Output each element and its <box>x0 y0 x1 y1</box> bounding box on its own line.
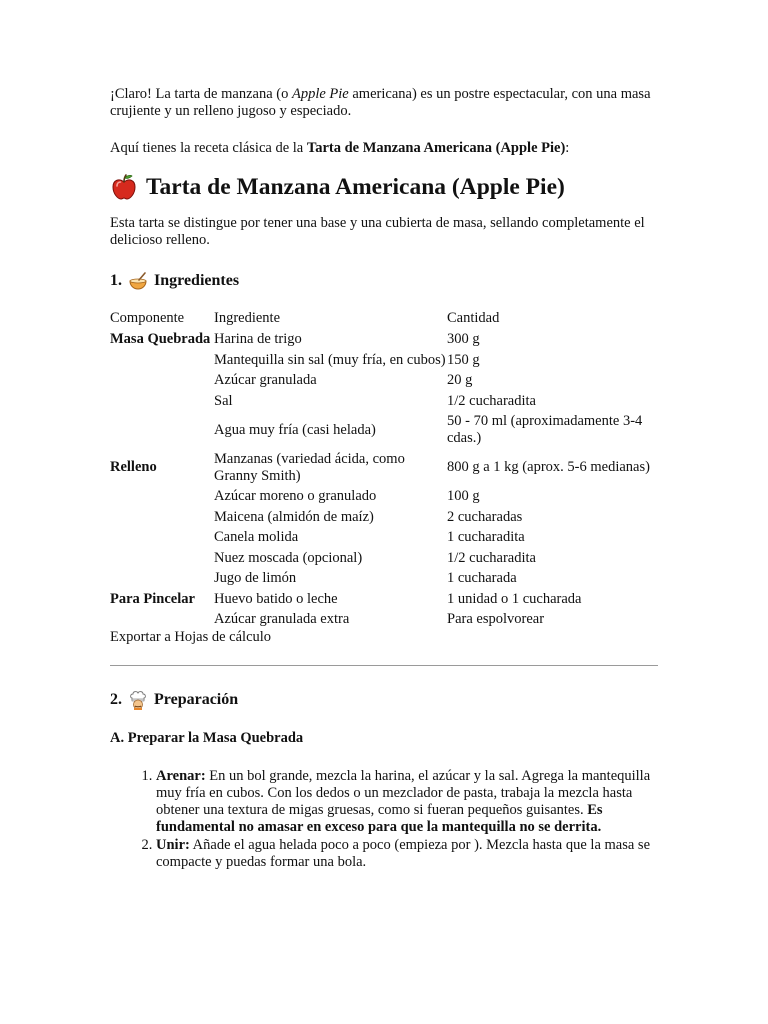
component-cell <box>110 372 214 393</box>
column-header-quantity: Cantidad <box>447 310 500 326</box>
intro-paragraph: ¡Claro! La tarta de manzana (o Apple Pie americana) es un postre espectacular, con una masa crujiente y un relleno jugoso y especiado. <box>110 86 651 119</box>
table-row <box>110 488 660 509</box>
section-preparation-heading <box>110 690 660 710</box>
component-cell: Para Pincelar <box>110 590 195 607</box>
ingredient-cell: Sal <box>214 392 233 409</box>
table-row <box>110 509 660 530</box>
component-cell <box>110 550 214 571</box>
quantity-cell: 50 - 70 ml (aproximadamente 3-4 cdas.) <box>447 413 643 446</box>
ingredient-cell: Jugo de limón <box>214 570 297 586</box>
table-header-row <box>110 310 660 331</box>
chef-icon <box>128 690 148 710</box>
ingredient-cell: Nuez moscada (opcional) <box>214 549 363 566</box>
preparation-step <box>156 768 660 836</box>
table-row <box>110 451 660 489</box>
component-cell <box>110 570 214 591</box>
quantity-cell: 1 cucharadita <box>447 529 525 545</box>
ingredient-cell: Azúcar granulada extra <box>214 611 350 627</box>
step-label: Unir: <box>156 836 190 853</box>
component-cell <box>110 413 214 451</box>
ingredient-cell: Mantequilla sin sal (muy fría, en cubos) <box>214 351 446 368</box>
ingredient-cell: Harina de trigo <box>214 331 302 347</box>
quantity-cell: 100 g <box>447 488 480 504</box>
ingredient-cell: Maicena (almidón de maíz) <box>214 508 374 525</box>
table-row <box>110 591 660 612</box>
component-cell <box>110 393 214 414</box>
component-cell: Relleno <box>110 459 157 475</box>
ingredient-cell: Agua muy fría (casi helada) <box>214 421 376 438</box>
section-number: 2. <box>110 690 122 708</box>
intro-paragraph-2: Aquí tienes la receta clásica de la Tarta de Manzana Americana (Apple Pie): <box>110 140 570 156</box>
quantity-cell: 2 cucharadas <box>447 508 523 525</box>
document-page <box>110 86 660 872</box>
column-header-ingredient: Ingrediente <box>214 310 281 326</box>
table-row <box>110 372 660 393</box>
quantity-cell: 800 g a 1 kg (aprox. 5-6 medianas) <box>447 459 650 475</box>
quantity-cell: 300 g <box>447 331 480 347</box>
step-emphasis: Es fundamental no amasar en exceso para que la mantequilla no se derrita. <box>156 801 603 835</box>
section-ingredients-heading <box>110 271 660 291</box>
quantity-cell: 1/2 cucharadita <box>447 549 536 566</box>
quantity-cell: 1 unidad o 1 cucharada <box>447 590 582 607</box>
component-cell <box>110 352 214 373</box>
quantity-cell: 1/2 cucharadita <box>447 392 536 409</box>
component-cell <box>110 529 214 550</box>
ingredient-cell: Azúcar moreno o granulado <box>214 488 377 504</box>
ingredient-cell: Azúcar granulada <box>214 372 317 388</box>
preparation-steps-list <box>110 768 660 871</box>
subsection-heading: A. Preparar la Masa Quebrada <box>110 729 304 746</box>
recipe-description: Esta tarta se distingue por tener una base y una cubierta de masa, sellando completamente el delicioso relleno. <box>110 215 645 248</box>
section-title: Ingredientes <box>154 272 240 289</box>
component-cell <box>110 509 214 530</box>
ingredient-cell: Huevo batido o leche <box>214 590 338 607</box>
recipe-name-bold: Tarta de Manzana Americana (Apple Pie) <box>306 140 566 156</box>
ingredient-cell: Canela molida <box>214 529 299 545</box>
column-header-component: Componente <box>110 310 185 326</box>
step-label: Arenar: <box>156 767 206 784</box>
table-row <box>110 331 660 352</box>
ingredient-cell: Manzanas (variedad ácida, como Granny Smith) <box>214 450 405 484</box>
table-row <box>110 570 660 591</box>
section-divider <box>110 665 658 666</box>
recipe-title-text: Tarta de Manzana Americana (Apple Pie) <box>146 174 565 200</box>
quantity-cell: 150 g <box>447 351 480 368</box>
quantity-cell: Para espolvorear <box>447 611 545 627</box>
component-cell <box>110 488 214 509</box>
section-title: Preparación <box>154 690 239 708</box>
mixing-bowl-icon <box>128 271 148 291</box>
preparation-step <box>156 837 660 871</box>
table-row <box>110 550 660 571</box>
ingredients-table <box>110 310 660 632</box>
red-apple-icon <box>110 173 138 201</box>
section-number: 1. <box>110 272 122 289</box>
table-row <box>110 529 660 550</box>
table-row <box>110 393 660 414</box>
quantity-cell: 20 g <box>447 372 473 388</box>
export-to-sheets-link[interactable]: Exportar a Hojas de cálculo <box>110 628 272 645</box>
quantity-cell: 1 cucharada <box>447 570 517 586</box>
table-row <box>110 352 660 373</box>
apple-pie-emphasis: Apple Pie <box>291 86 349 102</box>
recipe-title <box>110 173 660 201</box>
component-cell: Masa Quebrada <box>110 331 211 347</box>
table-row <box>110 413 660 451</box>
step-text: Añade el agua helada poco a poco (empieza por ). Mezcla hasta que la masa se compacte y puedas formar una bola. <box>156 836 651 870</box>
step-text: En un bol grande, mezcla la harina, el azúcar y la sal. Agrega la mantequilla muy fría en cubos. Con los dedos o un mezclador de pasta, trabaja la mezcla hasta obtener una textura de migas gruesas, como si fueran pequeños guisantes. <box>156 767 651 818</box>
